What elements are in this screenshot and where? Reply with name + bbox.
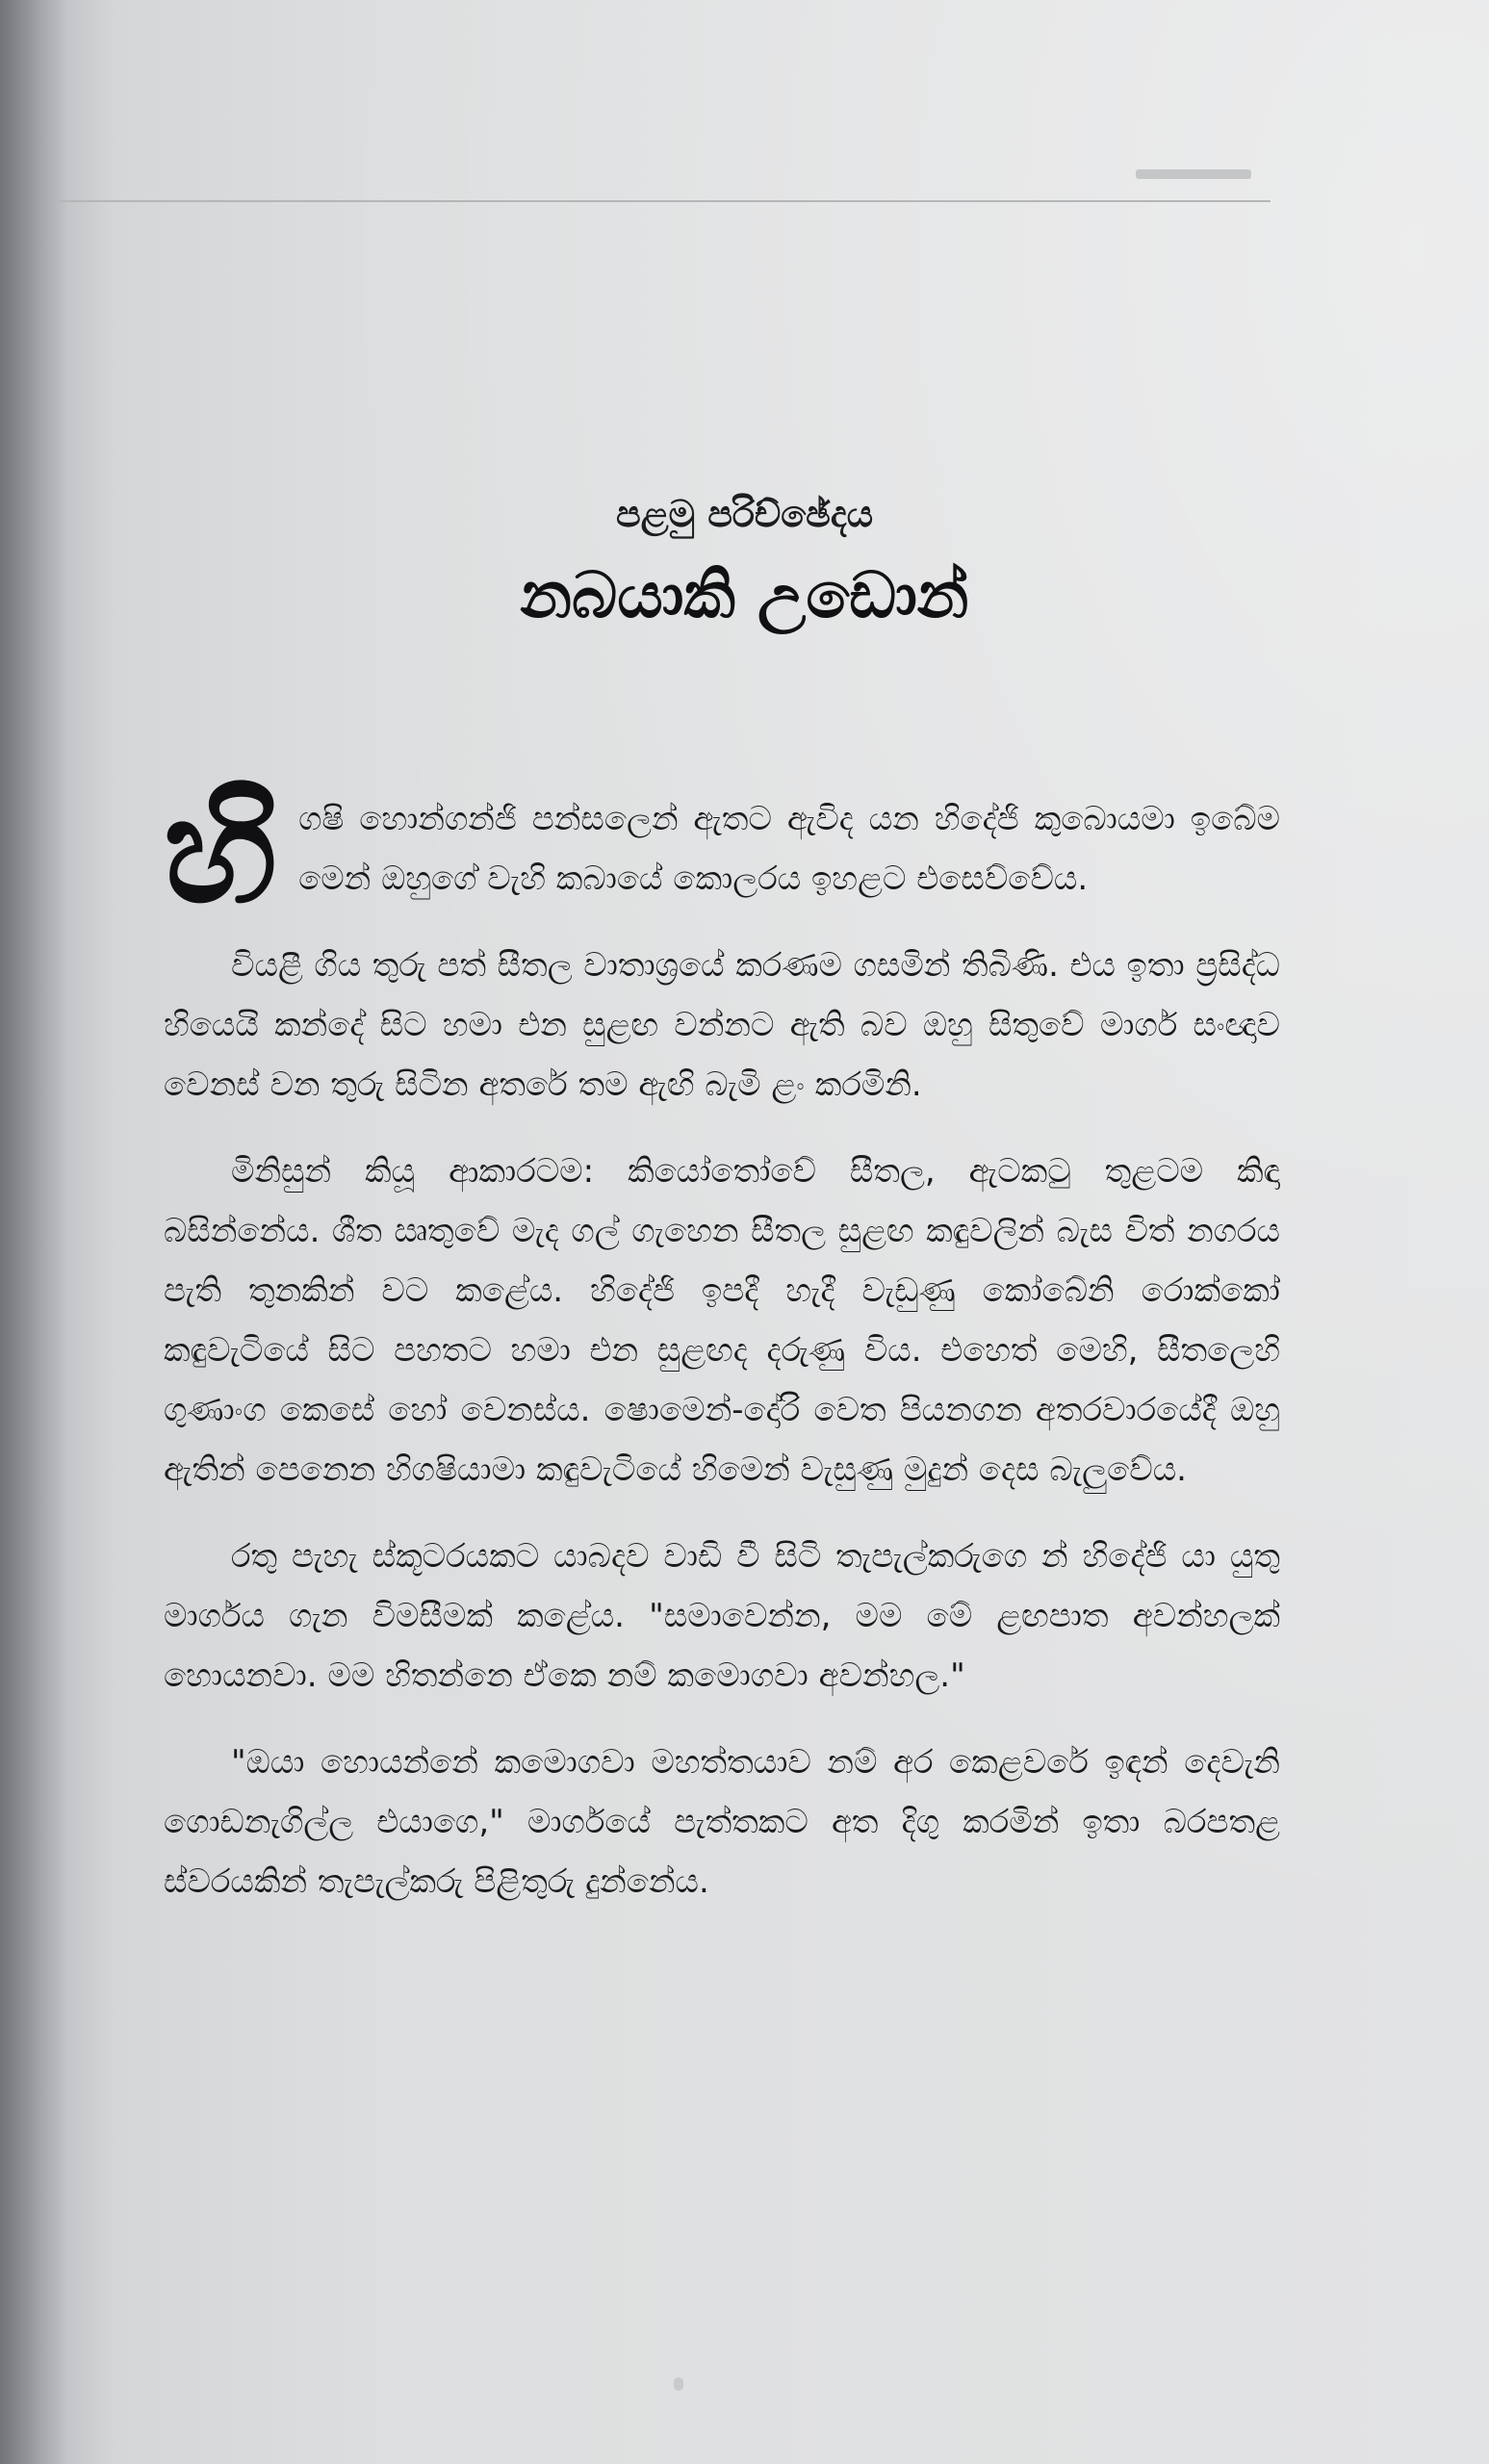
chapter-title: නබයාකි උඩොන් <box>520 558 969 632</box>
paragraph-5: "ඔයා හොයන්නේ කමොගවා මහත්තයාව නම් අර කෙළවරේ ඉඳන් දෙවැනි ගොඩනැගිල්ල එයාගෙ," මාර්ගයේ පැත්තකට අත දිගු කරමින් ඉතා බරපතළ ස්වරයකින් තැපැල්කරු පිළිතුරු දුන්නේය. <box>164 1743 1280 1901</box>
paragraph-text: ගෂි හොන්ගන්ජි පන්සලෙන් ඇතට ඇවිද යන හිදේජි කුබොයමා ඉබේම මෙන් ඔහුගේ වැහි කබායේ කොලරය ඉහළට එසෙව්වේය. <box>298 800 1280 898</box>
drop-cap: හි <box>164 768 278 936</box>
header-rule <box>58 200 1271 202</box>
page-number-mark <box>674 2377 683 2391</box>
chapter-body <box>164 768 1280 1938</box>
paragraph-1 <box>164 768 1280 936</box>
page-gutter-shadow <box>0 0 67 2464</box>
running-header-mark <box>1136 169 1251 179</box>
paragraph-2: වියළී ගිය තුරු පත් සීතල වාතාශ්‍රයේ කරණම ගසමින් තිබිණි. එය ඉතා ප්‍රසිද්ධ හියෙයි කන්දේ සිට හමා එන සුළඟ වන්නට ඇති බව ඔහු සිතුවේ මාර්ග සංඥාව වෙනස් වන තුරු සිටින අතරේ තම ඇඟි බැමි ළං කරමිනි. <box>164 946 1280 1104</box>
chapter-label: පළමු පරිච්ඡේදය <box>615 493 874 535</box>
paragraph-3: මිනිසුන් කියූ ආකාරටම: කියෝතෝවේ සීතල, ඇටකටු තුළටම කිඳා බසින්නේය. ශීත ඍතුවේ මැද ගල් ගැහෙන සීතල සුළඟ කඳුවලින් බැස විත් නගරය පැති තුනකින් වට කළේය. හිදේජි ඉපදී හැදී වැඩුණු කෝබේනි රොක්කෝ කඳුවැටියේ සිට පහතට හමා එන සුළඟද දරුණු විය. එහෙත් මෙහි, සීතලෙහි ගුණාංග කෙසේ හෝ වෙනස්ය. ෂොමෙන්-දෝරි වෙත පියනගන අතරවාරයේදී ඔහු ඇතින් පෙනෙන හිගෂියාමා කඳුවැටියේ හිමෙන් වැසුණු මුදුන් දෙස බැලුවේය. <box>164 1152 1280 1489</box>
paragraph-4: රතු පැහැ ස්කූටරයකට යාබදව වාඩි වී සිටි තැපැල්කරුගෙ න් හිදේජි යා යුතු මාර්ගය ගැන විමසීමක් කළේය. "සමාවෙන්න, මම මේ ළඟපාත අවන්හලක් හොයනවා. මම හිතන්නෙ ඒකෙ නම් කමොගවා අවන්හල." <box>164 1537 1280 1695</box>
